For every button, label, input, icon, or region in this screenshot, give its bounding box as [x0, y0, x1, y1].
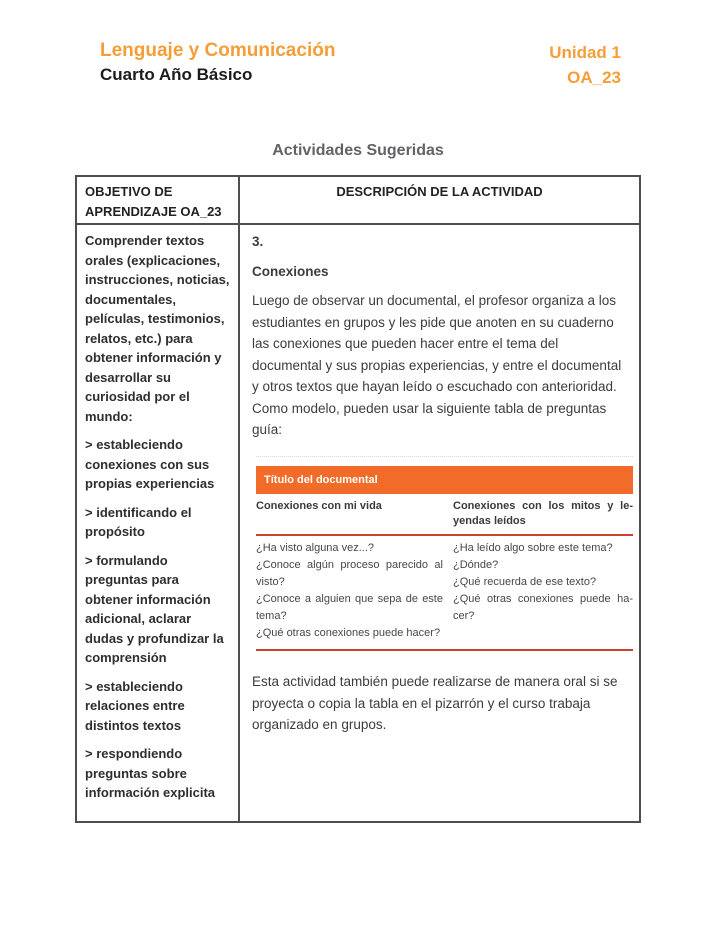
guide-right-questions	[453, 540, 633, 642]
guide-right-column-header: Conexiones con los mitos y leyendas leídos	[453, 500, 633, 527]
header-oa-code: OA_23	[567, 68, 621, 87]
guide-left-column-header: Conexiones con mi vida	[256, 500, 382, 512]
guide-header-row	[256, 494, 633, 534]
guide-table	[256, 456, 633, 652]
objective-intro: Comprender textos orales (explicaciones, instrucciones, noticias, documentales, películas, testimonios, relatos, etc.) para obtener información y desarrollar su curiosidad por el mundo:	[85, 233, 230, 424]
guide-bottom-rule	[256, 649, 633, 651]
objective-cell	[77, 225, 240, 821]
guide-questions-row	[256, 536, 633, 649]
objective-bullet: > identificando el propósito	[85, 504, 192, 539]
guide-question: ¿Ha visto alguna vez...?	[256, 542, 375, 554]
objective-header-cell: OBJETIVO DE APRENDIZAJE OA_23	[77, 177, 240, 225]
header-grade: Cuarto Año Básico	[100, 65, 253, 84]
guide-question: ¿Conoce a alguien que sepa de este tema?	[256, 593, 443, 622]
objective-bullet: > respondiendo preguntas sobre información explicita	[85, 746, 216, 800]
header-unit: Unidad 1	[549, 43, 621, 62]
guide-top-separator	[256, 456, 633, 457]
description-header-cell: DESCRIPCIÓN DE LA ACTIVIDAD	[240, 177, 639, 225]
closing-paragraph: Esta actividad también puede realizarse de manera oral si se proyecta o copia la tabla en el pizarrón y el curso trabaja organizado en grupos.	[252, 674, 618, 732]
activity-number: 3.	[252, 234, 264, 249]
guide-question: ¿Dónde?	[453, 559, 499, 571]
guide-question: ¿Qué otras conexiones puede hacer?	[453, 593, 633, 622]
activity-cell	[240, 225, 639, 821]
page-title: Actividades Sugeridas	[272, 142, 444, 159]
header-right	[549, 43, 621, 93]
guide-table-title-bar: Título del documental	[256, 466, 633, 495]
guide-question: ¿Ha leído algo sobre este tema?	[453, 542, 613, 554]
guide-question: ¿Conoce algún proceso parecido al visto?	[256, 559, 443, 588]
activity-title: Conexiones	[252, 263, 329, 279]
guide-question: ¿Qué otras conexiones puede hacer?	[256, 627, 441, 639]
header-left	[100, 40, 335, 85]
activity-intro-paragraph: Luego de observar un documental, el profesor organiza a los estudiantes en grupos y les pide que anoten en su cuaderno las conexiones que pueden hacer entre el tema del documental y sus propias experiencias, y entre el documental y otros textos que hayan leído o escuchado con anterioridad. Como modelo, pueden usar la siguiente tabla de preguntas guía:	[252, 293, 622, 437]
objective-bullet: > estableciendo conexiones con sus propias experiencias	[85, 437, 215, 491]
guide-left-questions	[256, 540, 443, 642]
activities-table	[75, 175, 641, 823]
objective-bullet: > formulando preguntas para obtener información adicional, aclarar dudas y profundizar la comprensión	[85, 552, 224, 665]
header-subject: Lenguaje y Comunicación	[100, 40, 336, 61]
guide-question: ¿Qué recuerda de ese texto?	[453, 576, 597, 588]
objective-bullet: > estableciendo relaciones entre distintos textos	[85, 678, 185, 733]
